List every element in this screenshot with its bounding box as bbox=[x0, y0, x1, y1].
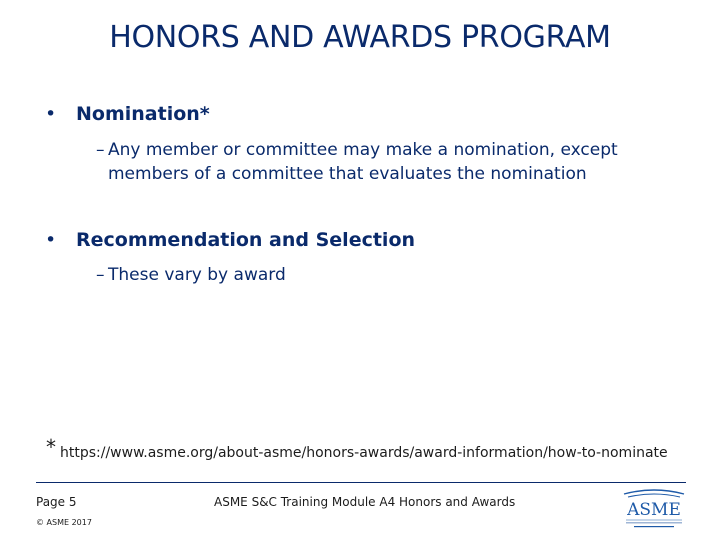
bullet-dot-icon: • bbox=[45, 103, 57, 125]
footnote bbox=[46, 435, 668, 462]
footer-title: ASME S&C Training Module A4 Honors and Awards bbox=[214, 495, 516, 509]
bullet-label: Nomination* bbox=[76, 103, 210, 125]
sub-bullet-dash-icon: – bbox=[96, 265, 105, 285]
slide-title: HONORS AND AWARDS PROGRAM bbox=[109, 20, 611, 55]
page-number: Page 5 bbox=[36, 495, 77, 509]
sub-bullet-dash-icon: – bbox=[96, 140, 105, 160]
bullet-dot-icon: • bbox=[45, 229, 57, 251]
footnote-link[interactable]: https://www.asme.org/about-asme/honors-awards/award-information/how-to-nominate bbox=[60, 445, 668, 461]
sub-bullet-nomination bbox=[96, 138, 696, 186]
bullet-label: Recommendation and Selection bbox=[76, 229, 416, 251]
copyright: © ASME 2017 bbox=[36, 518, 92, 527]
sub-bullet-recommendation bbox=[96, 263, 696, 287]
footnote-marker: * bbox=[46, 435, 56, 459]
logo-wordmark: ASME bbox=[627, 500, 681, 520]
sub-bullet-text: Any member or committee may make a nomination, except members of a committee that evaluates the nomination bbox=[108, 140, 618, 184]
asme-logo-icon bbox=[620, 488, 688, 530]
bullet-nomination bbox=[45, 103, 210, 125]
footer-divider bbox=[36, 482, 686, 483]
bullet-recommendation bbox=[45, 229, 416, 251]
sub-bullet-text: These vary by award bbox=[108, 265, 286, 285]
